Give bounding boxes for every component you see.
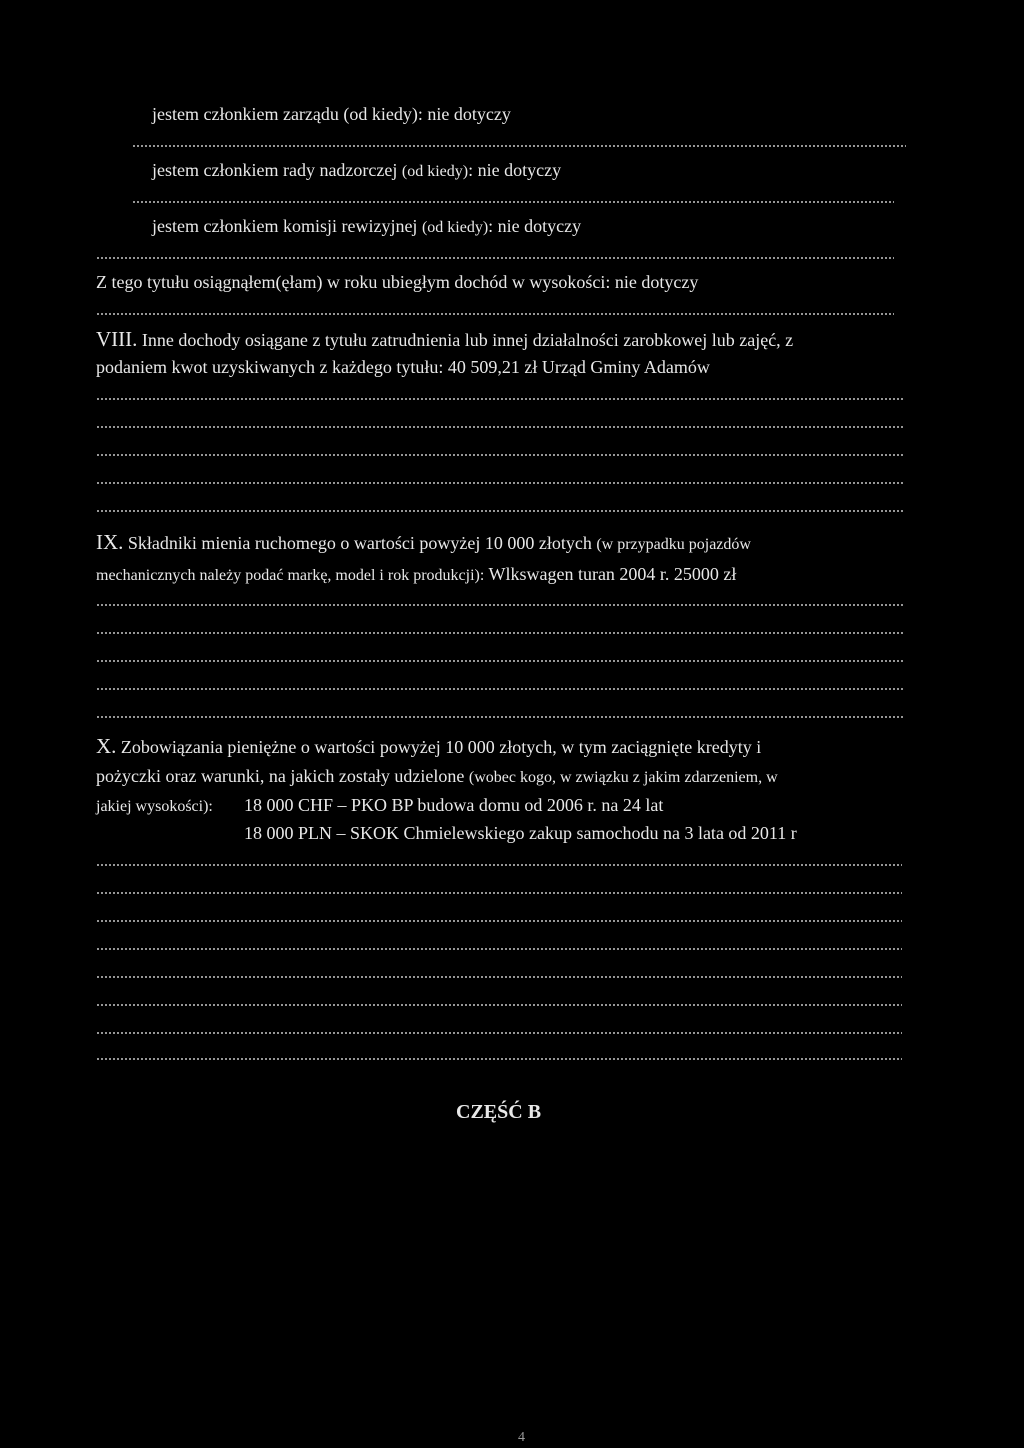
section-x-line-3: [96, 794, 213, 818]
audit-member-since: (od kiedy): [421, 219, 489, 236]
dotted-fill-line: [96, 632, 904, 634]
audit-member-prefix: jestem członkiem komisji rewizyjnej: [152, 216, 422, 236]
dotted-fill-line: [96, 426, 904, 428]
income-line: [96, 271, 698, 293]
dotted-fill-line: [132, 145, 906, 147]
supervisory-member-since: (od kiedy): [401, 163, 469, 180]
dotted-fill-line: [96, 660, 904, 662]
section-x-liability-1: 18 000 CHF – PKO BP budowa domu od 2006 r. na 24 lat: [244, 795, 664, 815]
dotted-fill-line: [96, 257, 894, 259]
section-x-line-3-value: [244, 794, 663, 816]
dotted-fill-line: [96, 313, 894, 315]
section-ix-note-cont: mechanicznych należy podać markę, model i rok produkcji):: [96, 567, 485, 584]
dotted-fill-line: [96, 892, 902, 894]
section-x-note: (wobec kogo, w związku z jakim zdarzeniem, w: [468, 769, 778, 786]
section-viii-number: VIII.: [96, 327, 138, 351]
board-member-text: jestem członkiem zarządu (od kiedy): nie dotyczy: [152, 104, 511, 124]
section-ix-value: Wlkswagen turan 2004 r. 25000 zł: [484, 564, 737, 584]
section-x-title-cont: pożyczki oraz warunki, na jakich zostały udzielone: [96, 766, 469, 786]
section-viii-line-1: [96, 328, 793, 351]
audit-member-line: [152, 215, 581, 239]
dotted-fill-line: [132, 201, 894, 203]
section-x-number: X.: [96, 734, 117, 758]
dotted-fill-line: [96, 398, 904, 400]
dotted-fill-line: [96, 1004, 902, 1006]
part-b-heading: CZĘŚĆ B: [456, 1101, 542, 1123]
section-x-note-cont: jakiej wysokości):: [96, 798, 213, 815]
dotted-fill-line: [96, 716, 904, 718]
page-number: 4: [518, 1430, 525, 1445]
section-x-line-4: [244, 822, 797, 844]
section-ix-number: IX.: [96, 530, 124, 554]
section-x-liability-2: 18 000 PLN – SKOK Chmielewskiego zakup samochodu na 3 lata od 2011 r: [244, 823, 797, 843]
section-ix-line-2: [96, 563, 736, 587]
dotted-fill-line: [96, 920, 902, 922]
board-member-line: [152, 103, 511, 125]
section-x-line-2: [96, 765, 778, 789]
section-x-title: Zobowiązania pieniężne o wartości powyżej 10 000 złotych, w tym zaciągnięte kredyty i: [116, 737, 762, 757]
dotted-fill-line: [96, 864, 902, 866]
income-text: Z tego tytułu osiągnąłem(ęłam) w roku ubiegłym dochód w wysokości: nie dotyczy: [96, 272, 699, 292]
section-ix-note: (w przypadku pojazdów: [596, 536, 751, 553]
dotted-fill-line: [96, 1032, 902, 1034]
section-ix-line-1: [96, 531, 751, 556]
dotted-fill-line: [96, 510, 904, 512]
dotted-fill-line: [96, 482, 904, 484]
section-x-line-1: [96, 735, 761, 758]
section-viii-line-2: [96, 356, 710, 378]
section-viii-value: podaniem kwot uzyskiwanych z każdego tytułu: 40 509,21 zł Urząd Gminy Adamów: [96, 357, 710, 377]
dotted-fill-line: [96, 688, 904, 690]
supervisory-member-prefix: jestem członkiem rady nadzorczej: [152, 160, 402, 180]
section-ix-title: Składniki mienia ruchomego o wartości powyżej 10 000 złotych: [123, 533, 597, 553]
dotted-fill-line: [96, 604, 904, 606]
dotted-fill-line: [96, 454, 904, 456]
dotted-fill-line: [96, 1058, 902, 1060]
supervisory-member-value: : nie dotyczy: [468, 160, 562, 180]
dotted-fill-line: [96, 948, 902, 950]
audit-member-value: : nie dotyczy: [488, 216, 582, 236]
section-viii-title: Inne dochody osiągane z tytułu zatrudnienia lub innej działalności zarobkowej lub zajęć, z: [137, 330, 794, 350]
dotted-fill-line: [96, 976, 902, 978]
supervisory-member-line: [152, 159, 561, 183]
